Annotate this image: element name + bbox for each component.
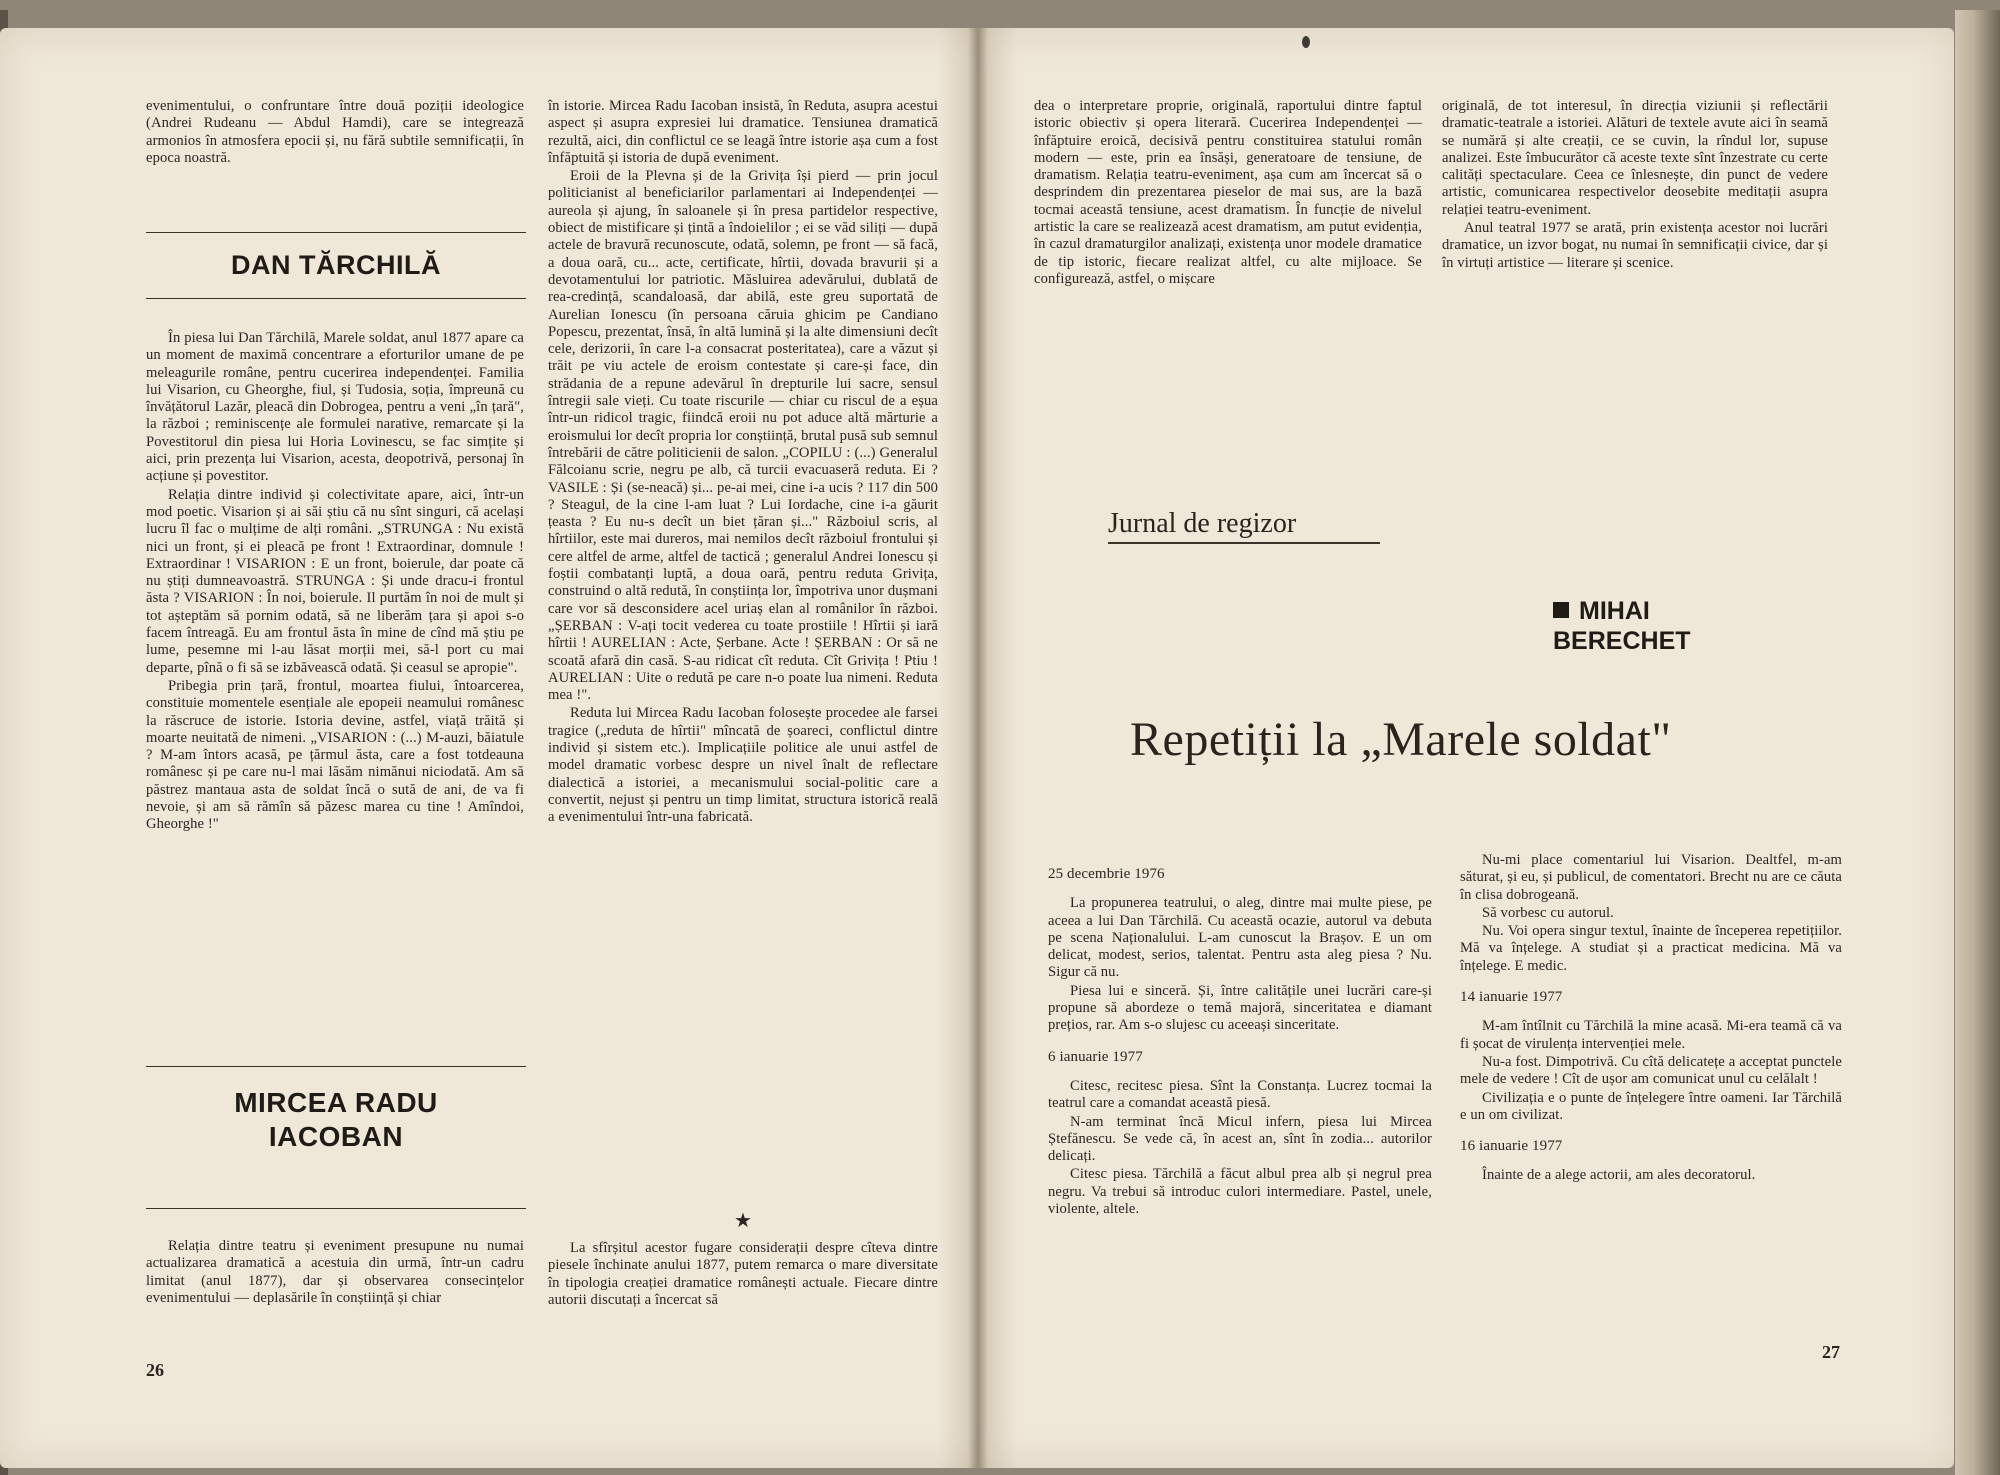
author-last-name: BERECHET: [1553, 627, 1691, 655]
diary-entry: Piesa lui e sinceră. Și, între calitățile unei lucrări care-și propune să abordeze o temă majoră, sinceritatea e diamant prețios, rar. Am s-o slujesc cu aceeași sinceritate.: [1048, 982, 1432, 1034]
ink-dot-mark: [1302, 36, 1310, 48]
book-gutter: [968, 28, 988, 1468]
right-col1-paragraph: dea o interpretare proprie, originală, raportului dintre faptul istoric obiectiv și opera literară. Cucerirea Independenței — înfăptuire eroică, decisivă pentru constituirea statului român modern — este, prin ea însăși, generatoare de tensiune, de dramatism. Relația teatru-eveniment, așa cum am încercat să o desprindem din prezentarea pieselor de mai sus, are la bază tocmai această tensiune, acest dramatism. În funcție de nivelul artistic la care se realizează acest dramatism, am putut evidenția, în cazul dramaturgilor analizați, existența unor modele dramatice de tip istoric, fiecare realizat altfel, cu alte mijloace. Se configurează, astfel, o mișcare: [1034, 98, 1422, 287]
section-title-jurnal: Jurnal de regizor: [1108, 508, 1380, 544]
diary-entry: M-am întîlnit cu Tărchilă la mine acasă. Mi-era teamă că va fi șocat de virulența intervenției mele.: [1460, 1018, 1842, 1052]
diary-entry: Nu. Voi opera singur textul, înainte de începerea repetițiilor. Mă va înțelege. A studiat și a practicat medicina. Mă va înțelege. E medic.: [1460, 923, 1842, 974]
left-col1-intro: [146, 98, 524, 167]
col2-paragraph-3: Reduta lui Mircea Radu Iacoban folosește procedee ale farsei tragice („reduta de hîrtii" mîncată de șoareci, conflictul dintre individ și sistem etc.). Implicațiile politice ale unui astfel de model dramatic vorbesc despre un nivel înalt de reflectare dialectică a istoriei, a mecanismului social-politic care a convertit, nejust și pentru un timp limitat, structura istorică reală a evenimentului într-una fabricată.: [548, 705, 938, 826]
diary-date: 14 ianuarie 1977: [1460, 989, 1563, 1006]
square-bullet-icon: [1553, 602, 1569, 618]
diary-entry: Citesc, recitesc piesa. Sînt la Constanța. Lucrez tocmai la teatrul care a comandat această piesă.: [1048, 1077, 1432, 1112]
left-col2-final: [548, 1240, 938, 1309]
divider-bottom-tarchila: [146, 298, 526, 299]
diary-entry: N-am terminat încă Micul infern, piesa lui Mircea Ștefănescu. Se vede că, în acest an, sînt în zodia... autorilor delicați.: [1048, 1113, 1432, 1165]
heading-dan-tarchila: DAN TĂRCHILĂ: [231, 250, 441, 280]
col2-paragraph-1: în istorie. Mircea Radu Iacoban insistă, în Reduta, asupra acestui aspect și asupra expresiei lui dramatice. Tensiunea dramatică rezultă, aici, din conflictul ce se leagă între istorie așa cum a fost înfăptuită și istoria de după eveniment.: [548, 98, 938, 166]
divider-top-tarchila: [146, 232, 526, 233]
diary-col2: [1460, 852, 1842, 1185]
page-number-right: 27: [1822, 1342, 1840, 1362]
right-col2-top: [1442, 98, 1828, 272]
diary-entry: Nu-a fost. Dimpotrivă. Cu cîtă delicatețe a acceptat punctele mele de vedere ! Cît de ușor am comunicat unul cu celălalt !: [1460, 1053, 1842, 1088]
diary-entry: Să vorbesc cu autorul.: [1482, 904, 1614, 921]
page-number-left: 26: [146, 1360, 164, 1380]
tarchila-paragraph-3: Pribegia prin țară, frontul, moartea fiului, întoarcerea, constituie momentele esențiale ale epopeii neamului românesc la răscruce de istorie. Istoria devine, astfel, viață trăită și moarte neuitată de nimeni. „VISARION : (...) M-auzi, băiatule ? M-am întors acasă, pe țărmul ăsta, care a fost totdeauna românesc și pe care nu-l mai lăsăm nimănui niciodată. Am să păstrez mantaua asta de soldat încă o sută de ani, de va fi nevoie, și am să rămîn să păzesc marea cu tine ! Amîndoi, Gheorghe !": [146, 677, 524, 833]
tarchila-paragraph-1: În piesa lui Dan Tărchilă, Marele soldat, anul 1877 apare ca un moment de maximă concentrare a eforturilor umane de pe meleagurile române, pentru cucerirea independenței. Familia lui Visarion, cu Gheorghe, fiul, și Tudosia, soția, împreună cu învățătorul Lazăr, pleacă din Dobrogea, pentru a veni „în țară", la război ; reminiscențe ale formulei narative, remarcate și la Povestitorul din piesa lui Horia Lovinescu, se fac simțite și aici, prin prezența lui Visarion, acesta, deopotrivă, personaj în acțiune și povestitor.: [146, 330, 524, 485]
diary-entry: La propunerea teatrului, o aleg, dintre mai multe piese, pe aceea a lui Dan Tărchilă. Cu această ocazie, autorul va debuta pe scena Naționalului. L-am cunoscut la Brașov. E un om delicat, modest, serios, talentat. Pentru asta aleg piesa ? Nu. Sigur că nu.: [1048, 895, 1432, 981]
diary-date: 25 decembrie 1976: [1048, 866, 1165, 882]
iacoban-paragraph: Relația dintre teatru și eveniment presupune nu numai actualizarea dramatică a acestuia din urmă, într-un cadru limitat (anul 1877), dar și observarea consecințelor evenimentului — deplasările în conștiință și chiar: [146, 1238, 524, 1306]
divider-top-iacoban: [146, 1066, 526, 1067]
tarchila-paragraph-2: Relația dintre individ și colectivitate apare, aici, într-un mod poetic. Visarion și ai săi știu că nu sînt singuri, că același lucru îl fac o mulțime de alți români. „STRUNGA : Nu există nici un front, și ei pleacă pe front ! Extraordinar, domnule ! Extraordinar ! VISARION : E un front, boierule, dar poate că nu știți dumneavoastră. STRUNGA : Și unde dracu-i frontul ăsta ? VISARION : În noi, boierule. Il purtăm în noi de mult și tot așteptăm să pornim odată, să ne liberăm țara și apoi s-o facem întreagă. Eu am frontul ăsta în mine de cînd mă știu pe lume, pesemne mi l-au lăsat morții mei, să-l port cu mai departe, pînă o fi să se izbăvească odată. Și ceasul se apropie".: [146, 486, 524, 676]
intro-paragraph: evenimentului, o confruntare între două poziții ideologice (Andrei Rudeanu — Abdul Hamdi), care se integrează armonios în atmosfera epocii și, nu fără subtile semnificații, în epoca noastră.: [146, 98, 524, 166]
divider-bottom-iacoban: [146, 1208, 526, 1209]
diary-date: 16 ianuarie 1977: [1460, 1138, 1563, 1155]
diary-entry: Citesc piesa. Tărchilă a făcut albul prea alb și negrul prea negru. Va trebui să introduc culori intermediare. Pastel, unele, violente, altele.: [1048, 1166, 1432, 1218]
diary-entry: Înainte de a alege actorii, am ales decoratorul.: [1482, 1167, 1756, 1184]
heading-iacoban-line2: IACOBAN: [268, 1121, 404, 1152]
diary-entry: Civilizația e o punte de înțelegere între oameni. Iar Tărchilă e un om civilizat.: [1460, 1089, 1842, 1123]
left-col2: [548, 98, 938, 826]
left-col1-iacoban: [146, 1238, 524, 1307]
heading-mircea-radu-iacoban: [146, 1086, 526, 1154]
author-first-name: MIHAI: [1579, 597, 1650, 625]
col2-final-paragraph: La sfîrșitul acestor fugare considerații despre cîteva dintre piesele închinate anului 1877, putem remarca o mare diversitate în tipologia creației dramatice românești actuale. Fiecare dintre autorii discutați a încercat să: [548, 1240, 938, 1308]
diary-col1: [1048, 866, 1432, 1218]
article-author: [1553, 596, 1691, 656]
right-col1-top: [1034, 98, 1422, 288]
article-title: Repetiții la „Marele soldat": [1130, 713, 1672, 766]
heading-iacoban-line1: MIRCEA RADU: [234, 1087, 438, 1118]
left-col1-tarchila: [146, 330, 524, 834]
section-star: ★: [734, 1210, 752, 1232]
right-col2-paragraph-1: originală, de tot interesul, în direcția viziunii și reflectării dramatic-teatrale a istoriei. Alături de textele avute aici în seamă se numără și alte creații, ce se cuvin, la rîndul lor, supuse analizei. Este îmbucurător că aceste texte sînt înzestrate cu certe calități spectaculare. Ceea ce înlesnește, din punct de vedere artistic, comunicarea respectivelor deosebite meditații asupra relației teatru-eveniment.: [1442, 98, 1828, 218]
diary-date: 6 ianuarie 1977: [1048, 1048, 1143, 1065]
diary-entry: Nu-mi place comentariul lui Visarion. Dealtfel, m-am săturat, și eu, și publicul, de comentatori. Brecht nu are ce căuta în clisa dobrogeană.: [1460, 852, 1842, 903]
col2-paragraph-2: Eroii de la Plevna și de la Grivița își pierd — prin jocul politicianist al beneficiarilor parlamentari ai Independenței — aureola și ajung, în saloanele și în presa partidelor respective, obiect de mistificare și țintă a îndoielilor ; ei se văd siliți — după actele de bravură recunoscute, odată, solemn, pe front — să facă, a doua oară, cu... acte, certificate, hîrtii, dovada bravurii și a devotamentului lor patriotic. Măsluirea adevărului, dublată de rea-credință, scandaloasă, dar abilă, este greu suportată de Aurelian Ionescu (în persoana căruia ghicim pe Candiano Popescu, prezentat, însă, în altă lumină și la alte dimensiuni decît cele, derizorii, în care l-a consacrat posteritatea), care a văzut și trăit pe viu actele de eroism contestate și care-și face, din strădania de a repune adevărul în drepturile lui sacre, sensul întregii sale vieți. Cu toate riscurile — chiar cu riscul de a eșua într-un ridicol tragic, fiindcă eroii nu pot aduce altă mărturie a eroismului lor decît propria lor conștiință, brutal pusă sub semnul întrebării de către politicienii de salon. „COPILU : (...) Generalul Fălcoianu scrie, negru pe alb, că turcii evacuaseră reduta. Ei ? VASILE : Și (se-neacă) și... pe-ai mei, cine i-a ucis ? 117 din 500 ? Steagul, de la cine l-am luat ? Lui Iordache, cine i-a găurit țeasta ? Eu nu-s decît un biet țăran și..." Războiul scris, al hîrtiilor, este mai dureros, mai nemilos decît războiul frontului și cere altfel de arme, altfel de tactică ; generalul Andrei Ionescu și foștii combatanți luptă, a doua oară, pentru reduta Grivița, construind o altă redută, în conștiința lor, împotriva unor dușmani care vor să desconsidere acel uriaș elan al românilor în război. „ȘERBAN : V-ați tocit vederea cu toate prostiile ! Hîrtii și iară hîrtii ! AURELIAN : Acte, Șerbane. Acte ! ȘERBAN : Or să ne scoată afară din casă. S-au ridicat cît reduta. Cît Grivița ! Ptiu ! AURELIAN : Uite o redută pe care n-o poate lua nimeni. Reduta mea !".: [548, 168, 938, 704]
right-col2-paragraph-2: Anul teatral 1977 se arată, prin existența acestor noi lucrări dramatice, un izvor bogat, nu numai în semnificații civice, dar și în virtuți artistice — literare și scenice.: [1442, 220, 1828, 271]
book-edge-right: [1955, 10, 2000, 1475]
